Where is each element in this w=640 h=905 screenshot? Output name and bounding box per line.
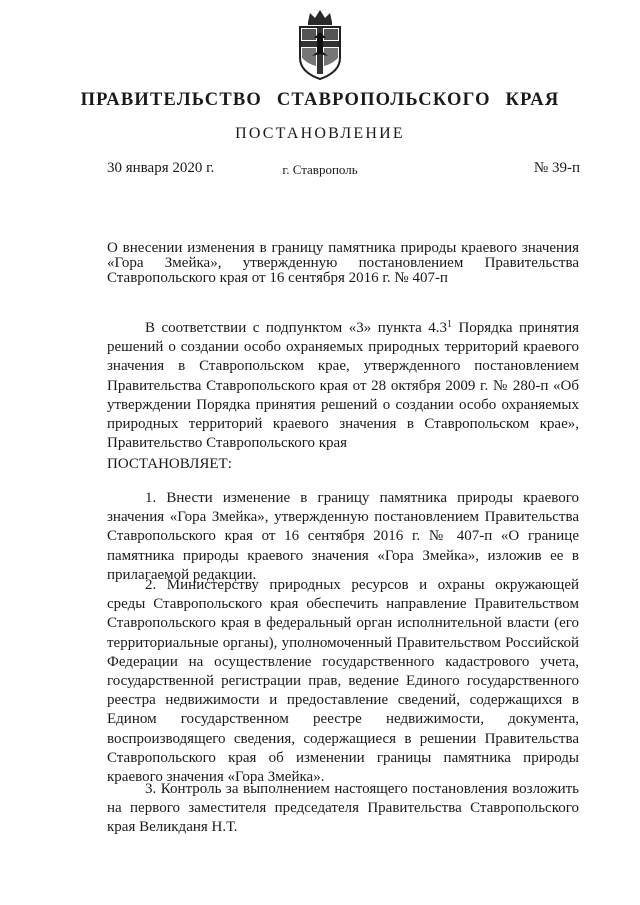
document-city: г. Ставрополь <box>282 162 358 177</box>
preamble-text-rest: Порядка принятия решений о создании особо охраняемых природных территорий краевого значения в Ставропольском крае, утвержденного постановлением Правительства Ставропольского края от 28 октября 2009 г. № 280-п «Об утверждении Порядка принятия решений о создании особо охраняемых природных территорий краевого значения в Ставропольском крае», Правительство Ставропольского края <box>107 320 579 452</box>
coat-of-arms-emblem <box>296 8 344 82</box>
decree-heading: ПОСТАНОВЛЯЕТ: <box>107 456 232 472</box>
preamble-paragraph <box>107 315 579 453</box>
footnote-superscript: 1 <box>447 319 452 330</box>
document-title: О внесении изменения в границу памятника природы краевого значения «Гора Змейка», утвержденную постановлением Правительства Ставропольского края от 16 сентября 2016 г. № 407-п <box>107 240 579 286</box>
document-type: ПОСТАНОВЛЕНИЕ <box>235 125 405 142</box>
item-2-paragraph: 2. Министерству природных ресурсов и охраны окружающей среды Ставропольского края обеспечить направление Правительством Ставропольского края в федеральный орган исполнительной власти (его территориальные органы), уполномоченный Правительством Российской Федерации на осуществление государственного кадастрового учета, государственной регистрации прав, ведение Единого государственного реестра недвижимости и предоставление сведений, содержащихся в Едином государственном реестре недвижимости, документа, воспроизводящего сведения, содержащиеся в решении Правительства Ставропольского края об изменении границы памятника природы краевого значения «Гора Змейка». <box>107 577 579 786</box>
organization-title: ПРАВИТЕЛЬСТВО СТАВРОПОЛЬСКОГО КРАЯ <box>80 90 560 110</box>
item-1-paragraph: 1. Внести изменение в границу памятника природы краевого значения «Гора Змейка», утвержденную постановлением Правительства Ставропольского края от 16 сентября 2016 г. № 407-п «О границе памятника природы краевого значения «Гора Змейка», изложив ее в прилагаемой редакции. <box>107 490 579 583</box>
item-3-paragraph: 3. Контроль за выполнением настоящего постановления возложить на первого заместителя председателя Правительства Ставропольского края Великданя Н.Т. <box>107 781 579 836</box>
document-date: 30 января 2020 г. <box>107 160 215 176</box>
document-number: № 39-п <box>533 160 580 176</box>
preamble-text-start: В соответствии с подпунктом «3» пункта 4.3 <box>145 320 447 336</box>
